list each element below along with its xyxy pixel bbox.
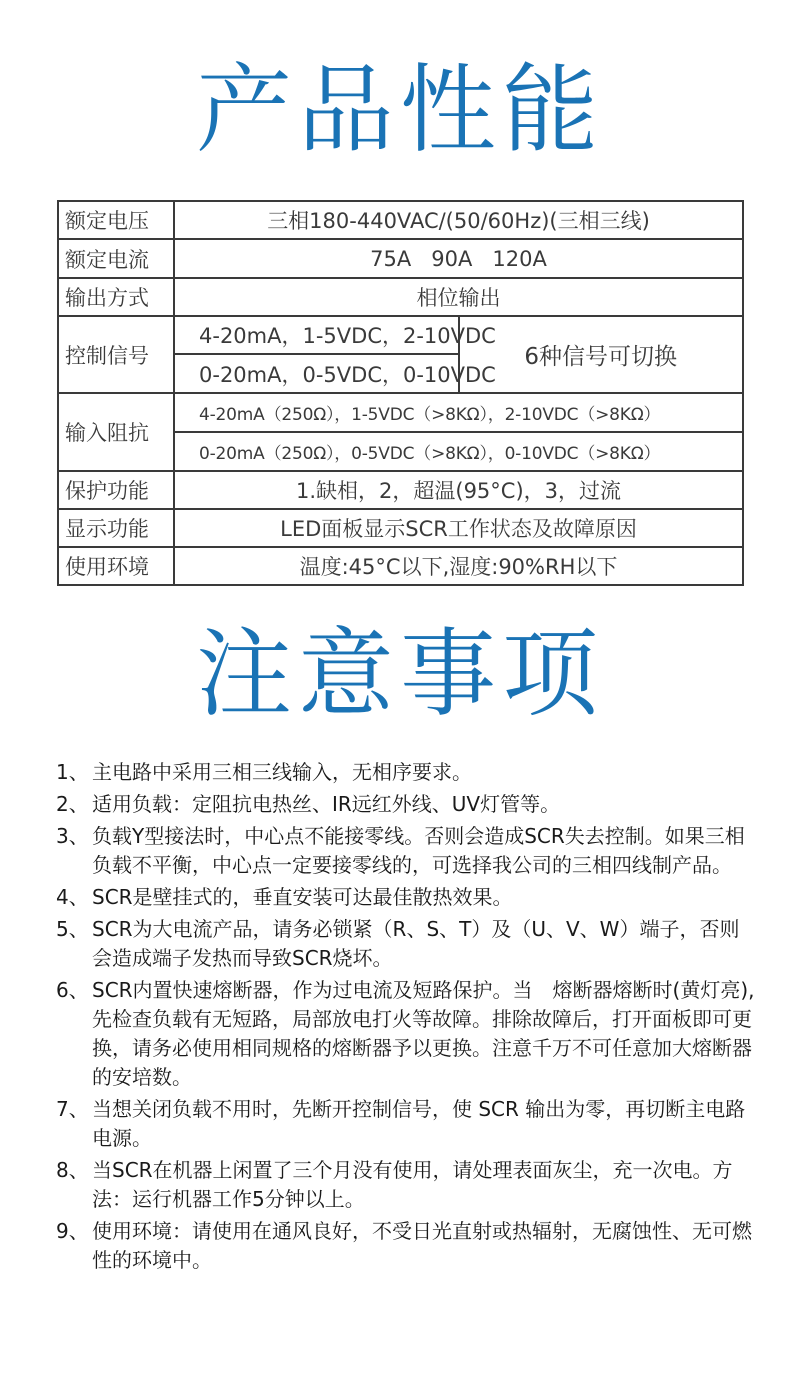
spec-value: 75A 90A 120A	[174, 239, 743, 278]
item-text: 主电路中采用三相三线输入，无相序要求。	[92, 760, 472, 784]
item-number: 5、	[56, 917, 89, 941]
item-text: 当想关闭负载不用时，先断开控制信号，使 SCR 输出为零，再切断主电路电源。	[92, 1097, 746, 1150]
item-text: 负载Y型接法时，中心点不能接零线。否则会造成SCR失去控制。如果三相负载不平衡，中心点一定要接零线的，可选择我公司的三相四线制产品。	[92, 824, 745, 877]
spec-sub-value: 0-20mA（250Ω），0-5VDC（>8KΩ），0-10VDC（>8KΩ）	[174, 432, 743, 471]
item-number: 9、	[56, 1219, 89, 1243]
item-number: 4、	[56, 885, 89, 909]
spec-label: 使用环境	[58, 547, 174, 585]
list-item	[56, 915, 756, 973]
list-item	[56, 883, 756, 912]
spec-label: 输出方式	[58, 278, 174, 316]
performance-title: 产品性能	[196, 54, 604, 166]
item-number: 8、	[56, 1158, 89, 1182]
item-text: 适用负载：定阻抗电热丝、IR远红外线、UV灯管等。	[92, 792, 561, 816]
item-text: SCR是壁挂式的，垂直安装可达最佳散热效果。	[92, 885, 513, 909]
list-item	[56, 976, 756, 1092]
spec-note: 6种信号可切换	[459, 316, 744, 393]
list-item	[56, 1217, 756, 1275]
list-item	[56, 758, 756, 787]
spec-value: 温度:45°C以下,湿度:90%RH以下	[174, 547, 743, 585]
spec-row-rated-voltage	[58, 201, 743, 239]
spec-row-environment	[58, 547, 743, 585]
spec-sub-value: 4-20mA，1-5VDC，2-10VDC	[174, 316, 459, 354]
spec-value: 三相180-440VAC/(50/60Hz)(三相三线)	[174, 201, 743, 239]
item-number: 7、	[56, 1097, 89, 1121]
spec-value: LED面板显示SCR工作状态及故障原因	[174, 509, 743, 547]
spec-label: 控制信号	[58, 316, 174, 393]
item-text: 使用环境：请使用在通风良好，不受日光直射或热辐射，无腐蚀性、无可燃性的环境中。	[92, 1219, 752, 1272]
notes-title: 注意事项	[196, 618, 604, 730]
notes-list	[56, 758, 756, 1278]
item-text: 当SCR在机器上闲置了三个月没有使用，请处理表面灰尘，充一次电。方法：运行机器工作5分钟以上。	[92, 1158, 733, 1211]
item-number: 3、	[56, 824, 89, 848]
item-text: SCR为大电流产品，请务必锁紧（R、S、T）及（U、V、W）端子，否则会造成端子发热而导致SCR烧坏。	[92, 917, 740, 970]
spec-sub-value: 4-20mA（250Ω），1-5VDC（>8KΩ），2-10VDC（>8KΩ）	[174, 393, 743, 432]
spec-row-protection	[58, 471, 743, 509]
spec-value: 1.缺相，2，超温(95°C)，3，过流	[174, 471, 743, 509]
list-item	[56, 822, 756, 880]
spec-row-display	[58, 509, 743, 547]
spec-row-control-signal	[58, 316, 743, 354]
spec-row-output-mode	[58, 278, 743, 316]
list-item	[56, 790, 756, 819]
spec-table	[57, 200, 744, 586]
spec-sub-value: 0-20mA，0-5VDC，0-10VDC	[174, 354, 459, 393]
spec-label: 输入阻抗	[58, 393, 174, 471]
item-number: 2、	[56, 792, 89, 816]
spec-label: 保护功能	[58, 471, 174, 509]
spec-row-input-impedance	[58, 393, 743, 432]
list-item	[56, 1095, 756, 1153]
spec-row-rated-current	[58, 239, 743, 278]
spec-value: 相位输出	[174, 278, 743, 316]
list-item	[56, 1156, 756, 1214]
spec-label: 额定电压	[58, 201, 174, 239]
item-number: 6、	[56, 978, 89, 1002]
item-text: SCR内置快速熔断器，作为过电流及短路保护。当 熔断器熔断时(黄灯亮),先检查负载有无短路，局部放电打火等故障。排除故障后，打开面板即可更换，请务必使用相同规格的熔断器予以更换。注意千万不可任意加大熔断器的安培数。	[92, 978, 755, 1089]
spec-label: 显示功能	[58, 509, 174, 547]
item-number: 1、	[56, 760, 89, 784]
spec-label: 额定电流	[58, 239, 174, 278]
